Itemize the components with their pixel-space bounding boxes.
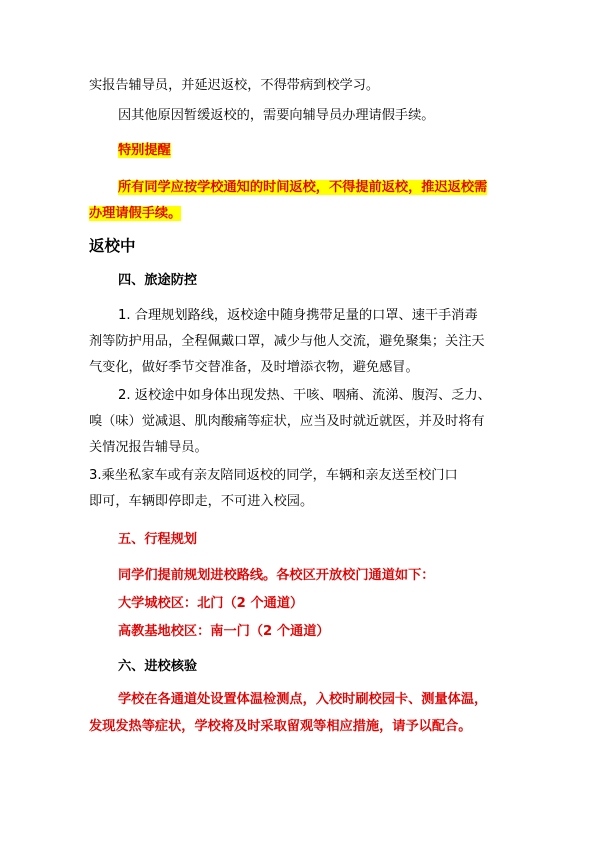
section6-line2: 发现发热等症状，学校将及时采取留观等相应措施，请予以配合。	[89, 719, 472, 734]
section6-line1: 学校在各通道处设置体温检测点，入校时刷校园卡、测量体温，	[118, 692, 488, 707]
special-reminder-line2-text: 办理请假手续。	[89, 206, 182, 221]
section4-item2-line1: 2. 返校途中如身体出现发热、干咳、咽痛、流涕、腹泻、乏力、	[118, 388, 491, 403]
section4-item1-line1: 1. 合理规划路线，返校途中随身携带足量的口罩、速干手消毒	[118, 308, 478, 323]
section-heading-returning: 返校中	[89, 237, 136, 255]
section5-intro: 同学们提前规划进校路线。各校区开放校门通道如下：	[118, 568, 435, 583]
special-reminder-line1-text: 所有同学应按学校通知的时间返校，不得提前返校，推迟返校需	[118, 180, 488, 195]
campus-daxuecheng: 大学城校区：北门（2 个通道）	[118, 596, 304, 611]
special-reminder-title-text: 特别提醒	[118, 143, 171, 158]
section6-title: 六、进校核验	[118, 659, 198, 674]
section4-title: 四、旅途防控	[118, 273, 198, 288]
section4-item3-line1: 3.乘坐私家车或有亲友陪同返校的同学，车辆和亲友送至校门口	[89, 468, 458, 483]
special-reminder-line2	[89, 201, 509, 227]
special-reminder-line1	[118, 175, 510, 201]
continuation-text: 实报告辅导员，并延迟返校，不得带病到校学习。	[89, 78, 380, 93]
special-reminder-title	[118, 138, 510, 164]
section4-item2-line3: 关情况报告辅导员。	[89, 440, 208, 455]
section4-item3-line2: 即可，车辆即停即走，不可进入校园。	[89, 494, 314, 509]
campus-gaojiao: 高教基地校区：南一门（2 个通道）	[118, 624, 330, 639]
section4-item2-line2: 嗅（味）觉减退、肌肉酸痛等症状，应当及时就近就医，并及时将有	[89, 414, 485, 429]
section4-item1-line3: 气变化，做好季节交替准备，及时增添衣物，避免感冒。	[89, 360, 419, 375]
other-reasons-paragraph: 因其他原因暂缓返校的，需要向辅导员办理请假手续。	[118, 108, 435, 123]
section4-item1-line2: 剂等防护用品，全程佩戴口罩，减少与他人交流，避免聚集；关注天	[89, 334, 485, 349]
section5-title: 五、行程规划	[118, 532, 198, 547]
